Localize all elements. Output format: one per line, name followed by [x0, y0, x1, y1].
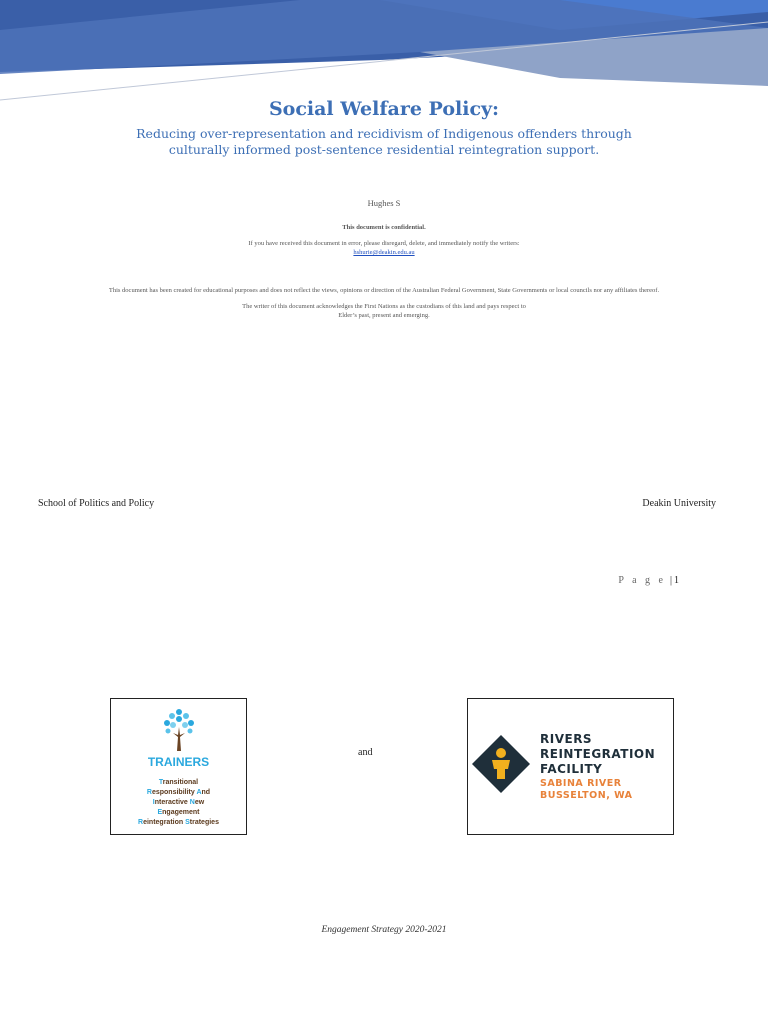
acknowledgement-line-2: Elder’s past, present and emerging.: [338, 312, 430, 319]
trainers-line-1: Transitional: [158, 779, 199, 786]
author: Hughes S: [367, 198, 401, 208]
document-subtitle: [134, 126, 634, 158]
error-notice: If you have received this document in error, please disregard, delete, and immediately notify the writers:: [248, 240, 520, 247]
trainers-line-5: Reintegration Strategies: [138, 819, 219, 826]
and-connector: and: [358, 747, 373, 758]
subtitle-line-2: culturally informed post-sentence residential reintegration support.: [168, 142, 600, 157]
trainers-line-4: Engagement: [157, 809, 200, 816]
confidential-notice: This document is confidential.: [342, 224, 426, 231]
page-label: P a g e: [618, 575, 666, 586]
diamond-person-icon: [472, 735, 530, 793]
rivers-line-4: SABINA RIVER: [540, 778, 622, 789]
rivers-line-5: BUSSELTON, WA: [540, 790, 633, 801]
subtitle-line-1: Reducing over-representation and recidivism of Indigenous offenders through: [136, 126, 632, 141]
trainers-line-2: Responsibility And: [146, 789, 211, 796]
rivers-line-3: FACILITY: [540, 762, 603, 776]
rivers-logo: [467, 698, 674, 835]
university-name: Deakin University: [642, 498, 716, 509]
email-link[interactable]: hshurie@deakin.edu.au: [353, 249, 415, 256]
rivers-line-2: REINTEGRATION: [540, 747, 656, 761]
header-banner: [0, 0, 768, 110]
rivers-line-1: RIVERS: [540, 732, 593, 746]
engagement-strategy-caption: Engagement Strategy 2020-2021: [321, 925, 447, 935]
page-number-value: 1: [674, 575, 679, 586]
document-title: Social Welfare Policy:: [268, 98, 500, 120]
trainers-logo: [110, 698, 247, 835]
school-name: School of Politics and Policy: [38, 498, 155, 509]
tree-icon: [159, 707, 199, 751]
trainers-line-3: Interactive New: [152, 799, 205, 806]
disclaimer: This document has been created for educational purposes and does not reflect the views, opinions or direction of the Australian Federal Government, State Governments or local councils nor any affiliates thereof.: [108, 287, 660, 294]
trainers-title: TRAINERS: [147, 755, 210, 769]
page-separator: |: [669, 575, 672, 586]
acknowledgement-line-1: The writer of this document acknowledges the First Nations as the custodians of this land and pays respect to: [242, 303, 526, 310]
page-number: [618, 575, 679, 586]
